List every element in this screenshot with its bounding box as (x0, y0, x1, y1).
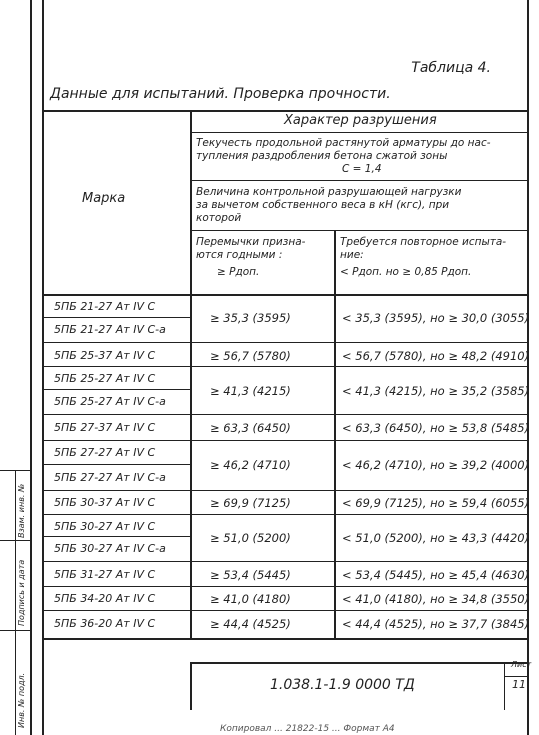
accepted-value: ≥ 56,7 (5780) (210, 349, 291, 363)
sidebar-line (15, 470, 16, 735)
grid-line (190, 180, 527, 181)
grid-line (42, 561, 527, 562)
retest-value: < 63,3 (6450), но ≥ 53,8 (5485) (342, 421, 530, 435)
accepted-value: ≥ 69,9 (7125) (210, 496, 291, 510)
retest-value: < 41,0 (4180), но ≥ 34,8 (3550) (342, 592, 530, 606)
accepted-value: ≥ 51,0 (5200) (210, 531, 291, 545)
accepted-value: ≥ 44,4 (4525) (210, 617, 291, 631)
accepted-header: Перемычки призна- (196, 236, 306, 248)
load-text: Величина контрольной разрушающей нагрузки (196, 186, 462, 198)
accepted-value: ≥ 35,3 (3595) (210, 311, 291, 325)
grid-line (42, 110, 527, 112)
grid-line (42, 110, 44, 710)
mark-cell: 5ПБ 36-20 Aт IV C (54, 617, 156, 630)
grid-line (42, 414, 527, 415)
stamp-line (504, 662, 505, 710)
grid-line (190, 132, 527, 133)
load-text: которой (196, 212, 242, 224)
retest-value: < 44,4 (4525), но ≥ 37,7 (3845) (342, 617, 530, 631)
failure-header: Характер разрушения (284, 113, 437, 128)
document-code: 1.038.1-1.9 0000 ТД (270, 677, 415, 693)
mark-cell: 5ПБ 25-27 Aт IV C (54, 372, 156, 385)
grid-line (42, 514, 527, 515)
retest-header: < Pдоп. но ≥ 0,85 Pдоп. (340, 266, 472, 278)
flow-text: тупления раздробления бетона сжатой зоны (196, 150, 448, 162)
mark-cell: 5ПБ 30-37 Aт IV C (54, 496, 156, 509)
retest-value: < 41,3 (4215), но ≥ 35,2 (3585) (342, 384, 530, 398)
retest-value: < 35,3 (3595), но ≥ 30,0 (3055) (342, 311, 530, 325)
frame-line (30, 0, 32, 735)
accepted-header: ются годными : (196, 249, 283, 261)
grid-line (42, 638, 527, 640)
mark-cell: 5ПБ 21-27 Aт IV C-a (54, 323, 166, 336)
stamp-line (190, 662, 192, 710)
mark-header: Марка (82, 191, 126, 206)
test-data-table (42, 110, 530, 710)
load-text: за вычетом собственного веса в кН (кгс), при (196, 199, 450, 211)
mark-cell: 5ПБ 27-27 Aт IV C-a (54, 471, 166, 484)
grid-line (42, 294, 527, 296)
retest-header: ние: (340, 249, 364, 261)
mark-cell: 5ПБ 27-27 Aт IV C (54, 446, 156, 459)
table-number: Таблица 4. (411, 60, 491, 76)
grid-line (42, 610, 527, 611)
mark-cell: 5ПБ 27-37 Aт IV C (54, 421, 156, 434)
grid-line (42, 586, 527, 587)
mark-cell: 5ПБ 34-20 Aт IV C (54, 592, 156, 605)
approval-sidebar (0, 470, 30, 735)
mark-cell: 5ПБ 25-37 Aт IV C (54, 349, 156, 362)
accepted-value: ≥ 41,0 (4180) (210, 592, 291, 606)
accepted-header: ≥ Pдоп. (217, 266, 260, 278)
grid-line (42, 536, 190, 537)
stamp-line (504, 676, 527, 677)
grid-line (334, 230, 336, 640)
mark-cell: 5ПБ 31-27 Aт IV C (54, 568, 156, 581)
mark-cell: 5ПБ 30-27 Aт IV C (54, 520, 156, 533)
retest-header: Требуется повторное испыта- (340, 236, 507, 248)
grid-line (42, 366, 527, 367)
mark-cell: 5ПБ 25-27 Aт IV C-a (54, 395, 166, 408)
table-caption: Данные для испытаний. Проверка прочности. (50, 86, 391, 102)
retest-value: < 53,4 (5445), но ≥ 45,4 (4630) (342, 568, 530, 582)
flow-text: Текучесть продольной растянутой арматуры до нас- (196, 137, 491, 149)
signature-date-label: Подпись и дата (17, 559, 26, 626)
replace-inv-label: Взам. инв. № (17, 483, 26, 538)
grid-line (190, 230, 527, 231)
stamp-line (190, 662, 527, 664)
accepted-value: ≥ 46,2 (4710) (210, 458, 291, 472)
retest-value: < 51,0 (5200), но ≥ 43,3 (4420) (342, 531, 530, 545)
grid-line (42, 342, 527, 343)
retest-value: < 56,7 (5780), но ≥ 48,2 (4910) (342, 349, 530, 363)
accepted-value: ≥ 63,3 (6450) (210, 421, 291, 435)
grid-line (42, 389, 190, 390)
accepted-value: ≥ 53,4 (5445) (210, 568, 291, 582)
grid-line (42, 317, 190, 318)
mark-cell: 5ПБ 21-27 Aт IV C (54, 300, 156, 313)
grid-line (42, 464, 190, 465)
sheet-label: Лист (511, 660, 532, 669)
inventory-number-label: Инв. № подл. (17, 672, 26, 728)
footer-note: Копировал ... 21822-15 ... Формат А4 (220, 724, 395, 734)
sheet-number: 11 (512, 678, 526, 691)
grid-line (42, 440, 527, 441)
flow-coefficient: C = 1,4 (342, 163, 382, 175)
accepted-value: ≥ 41,3 (4215) (210, 384, 291, 398)
retest-value: < 46,2 (4710), но ≥ 39,2 (4000) (342, 458, 530, 472)
grid-line (42, 490, 527, 491)
mark-cell: 5ПБ 30-27 Aт IV C-a (54, 542, 166, 555)
retest-value: < 69,9 (7125), но ≥ 59,4 (6055) (342, 496, 530, 510)
